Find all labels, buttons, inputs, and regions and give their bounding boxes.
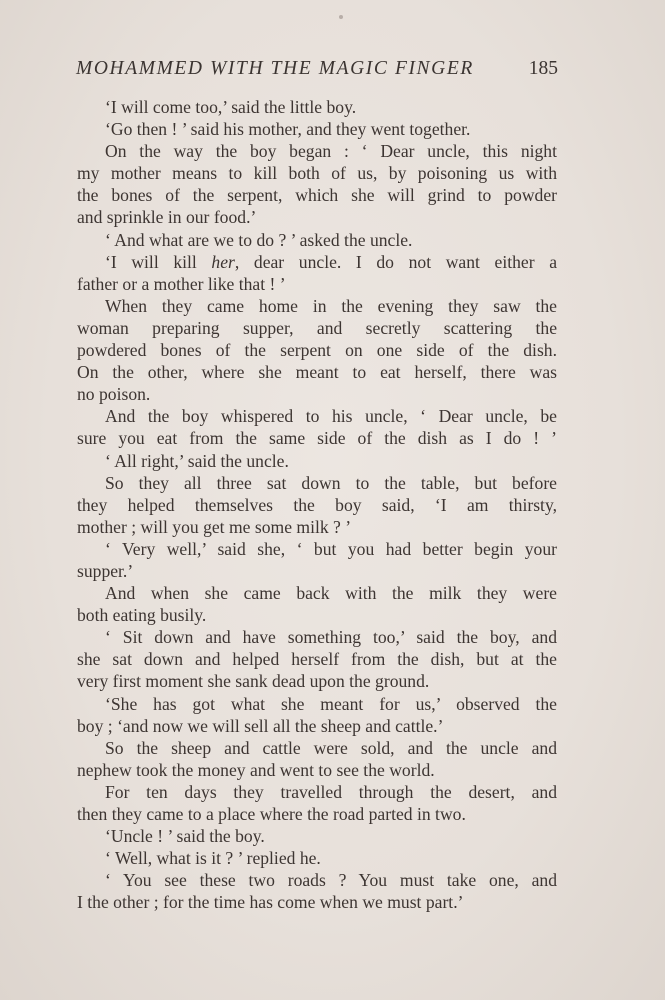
text-line: no poison. (77, 384, 151, 405)
paper-speck (339, 15, 343, 19)
text-line: So the sheep and cattle were sold, and the uncle and (105, 737, 557, 758)
text-line: ‘ Sit down and have something too,’ said the boy, and (105, 627, 557, 648)
italic-word: her (211, 251, 235, 272)
text-line-with-italic (77, 251, 557, 273)
text-line: sure you eat from the same side of the dish as I do ! ’ (77, 428, 557, 449)
text-line: ‘ Well, what is it ? ’ replied he. (105, 848, 321, 869)
text-line: they helped themselves the boy said, ‘I am thirsty, (77, 494, 557, 515)
page-number: 185 (528, 58, 558, 79)
text-line: And when she came back with the milk they were (105, 583, 557, 604)
text-line: On the other, where she meant to eat herself, there was (77, 362, 557, 383)
text-line: ‘I will come too,’ said the little boy. (105, 97, 357, 117)
text-line: very first moment she sank dead upon the ground. (77, 671, 430, 692)
text-line: boy ; ‘and now we will sell all the sheep and cattle.’ (77, 715, 444, 736)
text-line: On the way the boy began : ‘ Dear uncle, this night (105, 141, 557, 162)
text-line: And the boy whispered to his uncle, ‘ Dear uncle, be (105, 406, 557, 427)
text-line: When they came home in the evening they saw the (105, 295, 557, 316)
text-line: powdered bones of the serpent on one side of the dish. (77, 340, 557, 361)
text-line: ‘ Very well,’ said she, ‘ but you had better begin your (105, 538, 557, 559)
text-line: ‘Uncle ! ’ said the boy. (105, 826, 265, 847)
text-line: both eating busily. (77, 605, 207, 626)
text-line: and sprinkle in our food.’ (77, 207, 257, 228)
text-line: the bones of the serpent, which she will grind to powder (77, 185, 557, 206)
text-line: my mother means to kill both of us, by poisoning us with (77, 163, 557, 184)
text-segment: , dear uncle. I do not want either a (234, 251, 557, 272)
text-line: ‘ And what are we to do ? ’ asked the uncle. (105, 229, 413, 250)
page-header (76, 58, 558, 84)
text-line: father or a mother like that ! ’ (77, 273, 286, 294)
text-line: ‘She has got what she meant for us,’ observed the (105, 693, 557, 714)
text-line: So they all three sat down to the table, but before (105, 472, 557, 493)
running-head: MOHAMMED WITH THE MAGIC FINGER (76, 58, 474, 79)
text-line: woman preparing supper, and secretly scattering the (77, 317, 557, 338)
text-line: For ten days they travelled through the desert, and (105, 781, 557, 802)
text-line: nephew took the money and went to see the world. (77, 759, 435, 780)
text-line: mother ; will you get me some milk ? ’ (77, 516, 352, 537)
text-line: I the other ; for the time has come when we must part.’ (77, 892, 464, 913)
text-line: ‘Go then ! ’ said his mother, and they went together. (105, 119, 471, 140)
text-line: supper.’ (77, 560, 134, 581)
text-line: then they came to a place where the road parted in two. (77, 804, 466, 824)
text-line: she sat down and helped herself from the dish, but at the (77, 649, 557, 670)
text-line: ‘ All right,’ said the uncle. (105, 450, 289, 471)
text-segment: ‘I will kill (105, 251, 212, 272)
body-text (77, 96, 557, 913)
text-line: ‘ You see these two roads ? You must take one, and (105, 870, 557, 891)
